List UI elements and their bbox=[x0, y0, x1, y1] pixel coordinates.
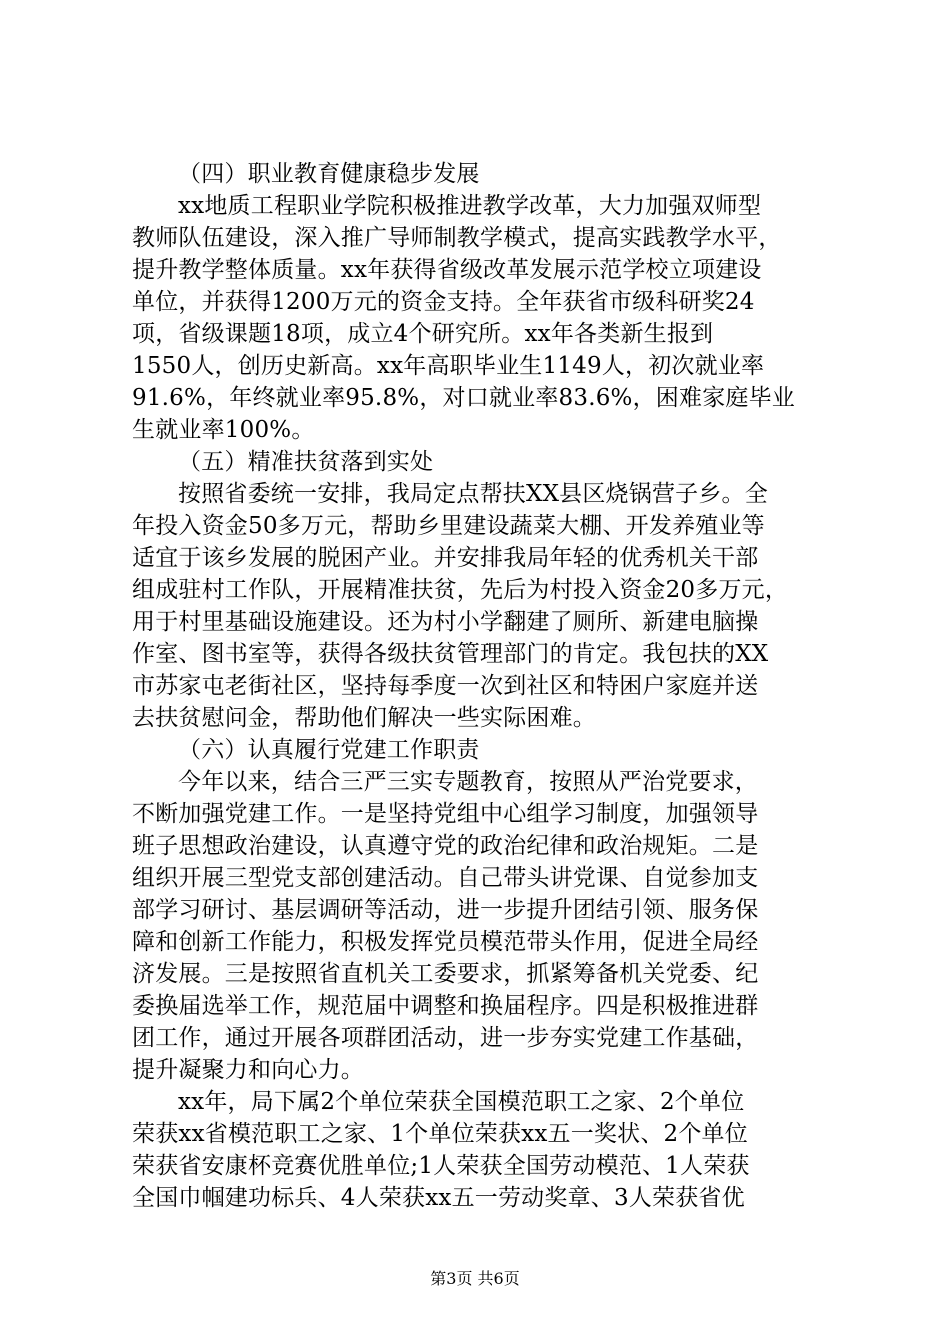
paragraph-line: 组织开展三型党支部创建活动。自己带头讲党课、自觉参加支 bbox=[132, 865, 759, 891]
paragraph-line: 提升教学整体质量。xx年获得省级改革发展示范学校立项建设 bbox=[132, 257, 762, 283]
paragraph-line: 市苏家屯老街社区，坚持每季度一次到社区和特困户家庭并送 bbox=[132, 673, 759, 699]
paragraph-line: 委换届选举工作，规范届中调整和换届程序。四是积极推进群 bbox=[132, 993, 759, 1019]
section-heading: （五）精准扶贫落到实处 bbox=[178, 449, 434, 475]
paragraph-line: 障和创新工作能力，积极发挥党员模范带头作用，促进全局经 bbox=[132, 929, 759, 955]
paragraph-line: 教师队伍建设，深入推广导师制教学模式，提高实践教学水平， bbox=[132, 225, 782, 251]
paragraph-line: 团工作，通过开展各项群团活动，进一步夯实党建工作基础， bbox=[132, 1025, 759, 1051]
page-footer: 第3页 共6页 bbox=[430, 1269, 520, 1288]
paragraph-line: 班子思想政治建设，认真遵守党的政治纪律和政治规矩。二是 bbox=[132, 833, 759, 859]
paragraph-line: 不断加强党建工作。一是坚持党组中心组学习制度，加强领导 bbox=[132, 801, 759, 827]
paragraph-line: 1550人，创历史新高。xx年高职毕业生1149人，初次就业率 bbox=[132, 353, 765, 379]
paragraph-line: xx年，局下属2个单位荣获全国模范职工之家、2个单位 bbox=[178, 1089, 745, 1115]
paragraph-line: 用于村里基础设施建设。还为村小学翻建了厕所、新建电脑操 bbox=[132, 609, 759, 635]
paragraph-line: 作室、图书室等，获得各级扶贫管理部门的肯定。我包扶的XX bbox=[132, 641, 769, 667]
paragraph-line: xx地质工程职业学院积极推进教学改革，大力加强双师型 bbox=[178, 193, 762, 219]
paragraph-line: 生就业率100%。 bbox=[132, 417, 315, 443]
paragraph-line: 荣获省安康杯竞赛优胜单位;1人荣获全国劳动模范、1人荣获 bbox=[132, 1153, 750, 1179]
paragraph-line: 去扶贫慰问金，帮助他们解决一些实际困难。 bbox=[132, 705, 596, 731]
paragraph-line: 部学习研讨、基层调研等活动，进一步提升团结引领、服务保 bbox=[132, 897, 759, 923]
paragraph-line: 全国巾帼建功标兵、4人荣获xx五一劳动奖章、3人荣获省优 bbox=[132, 1185, 745, 1211]
paragraph-line: 91.6%，年终就业率95.8%，对口就业率83.6%，困难家庭毕业 bbox=[132, 385, 795, 411]
paragraph-line: 按照省委统一安排，我局定点帮扶XX县区烧锅营子乡。全 bbox=[178, 481, 768, 507]
section-heading: （六）认真履行党建工作职责 bbox=[178, 737, 480, 763]
paragraph-line: 年投入资金50多万元，帮助乡里建设蔬菜大棚、开发养殖业等 bbox=[132, 513, 765, 539]
section-heading: （四）职业教育健康稳步发展 bbox=[178, 161, 480, 187]
paragraph-line: 单位，并获得1200万元的资金支持。全年获省市级科研奖24 bbox=[132, 289, 755, 315]
paragraph-line: 提升凝聚力和向心力。 bbox=[132, 1057, 364, 1083]
paragraph-line: 济发展。三是按照省直机关工委要求，抓紧筹备机关党委、纪 bbox=[132, 961, 759, 987]
paragraph-line: 组成驻村工作队，开展精准扶贫，先后为村投入资金20多万元， bbox=[132, 577, 789, 603]
paragraph-line: 适宜于该乡发展的脱困产业。并安排我局年轻的优秀机关干部 bbox=[132, 545, 759, 571]
document-body bbox=[132, 158, 832, 1214]
paragraph-line: 荣获xx省模范职工之家、1个单位荣获xx五一奖状、2个单位 bbox=[132, 1121, 748, 1147]
paragraph-line: 今年以来，结合三严三实专题教育，按照从严治党要求， bbox=[178, 769, 758, 795]
paragraph-line: 项，省级课题18项，成立4个研究所。xx年各类新生报到 bbox=[132, 321, 714, 347]
